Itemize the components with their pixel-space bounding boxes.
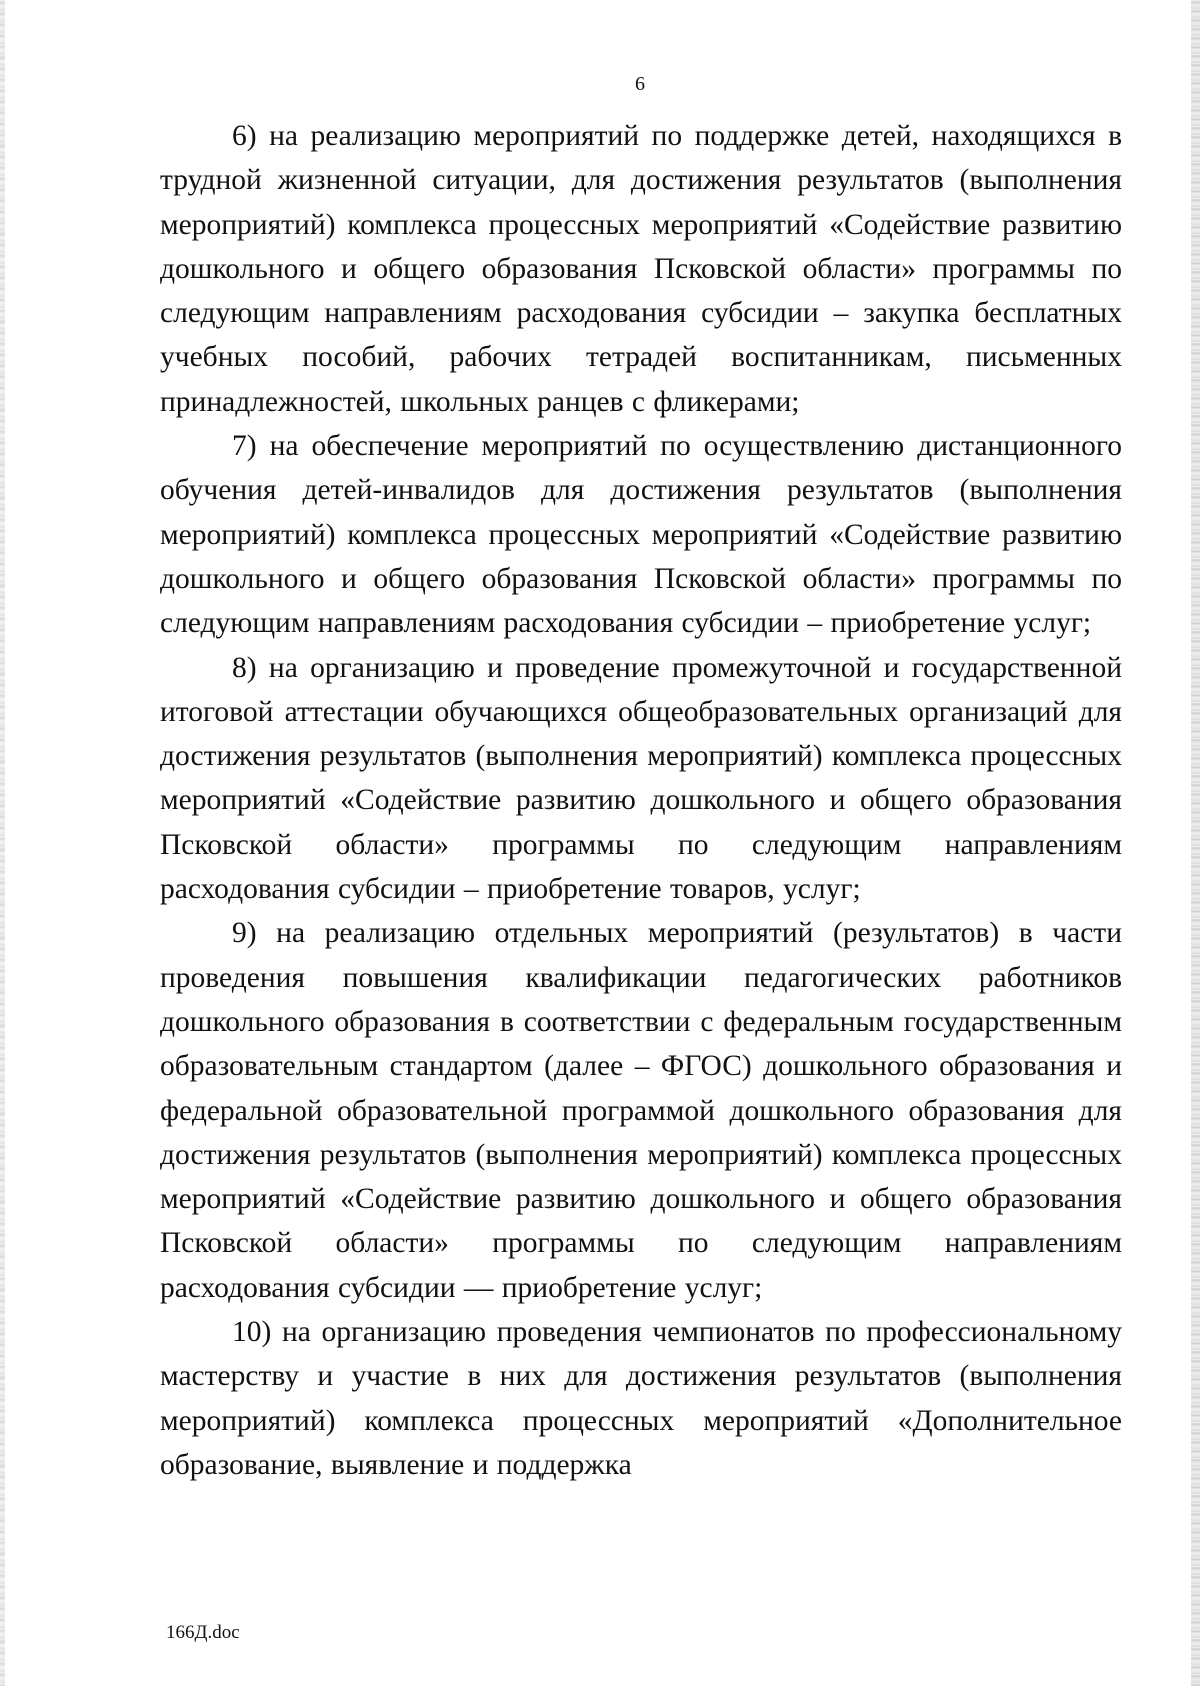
paragraph-item-9: 9) на реализацию отдельных мероприятий (результатов) в части проведения повышения квалификации педагогических работников дошкольного образования в соответствии с федеральным государственным образовательным стандартом (далее – ФГОС) дошкольного образования и федеральной образовательной программой дошкольного образования для достижения результатов (выполнения мероприятий) комплекса процессных мероприятий «Содействие развитию дошкольного и общего образования Псковской области» программы по следующим направлениям расходования субсидии — приобретение услуг;: [160, 917, 1122, 1304]
paragraph-item-8: 8) на организацию и проведение промежуточной и государственной итоговой аттестации обучающихся общеобразовательных организаций для достижения результатов (выполнения мероприятий) комплекса процессных мероприятий «Содействие развитию дошкольного и общего образования Псковской области» программы по следующим направлениям расходования субсидии – приобретение товаров, услуг;: [160, 651, 1122, 906]
scan-edge-left: [0, 0, 5, 1686]
footer-filename: 166Д.doc: [166, 1622, 240, 1643]
paragraph-item-7: 7) на обеспечение мероприятий по осуществлению дистанционного обучения детей-инвалидов для достижения результатов (выполнения мероприятий) комплекса процессных мероприятий «Содействие развитию дошкольного и общего образования Псковской области» программы по следующим направлениям расходования субсидии – приобретение услуг;: [160, 430, 1122, 640]
scan-edge-right: [1191, 0, 1200, 1686]
page-number: 6: [635, 73, 645, 95]
paragraph-item-10: 10) на организацию проведения чемпионатов по профессиональному мастерству и участие в них для достижения результатов (выполнения мероприятий) комплекса процессных мероприятий «Дополнительное образование, выявление и поддержка: [160, 1316, 1122, 1481]
paragraph-item-6: 6) на реализацию мероприятий по поддержке детей, находящихся в трудной жизненной ситуации, для достижения результатов (выполнения мероприятий) комплекса процессных мероприятий «Содействие развитию дошкольного и общего образования Псковской области» программы по следующим направлениям расходования субсидии – закупка бесплатных учебных пособий, рабочих тетрадей воспитанникам, письменных принадлежностей, школьных ранцев с фликерами;: [160, 120, 1122, 418]
document-body: [160, 114, 1122, 1487]
